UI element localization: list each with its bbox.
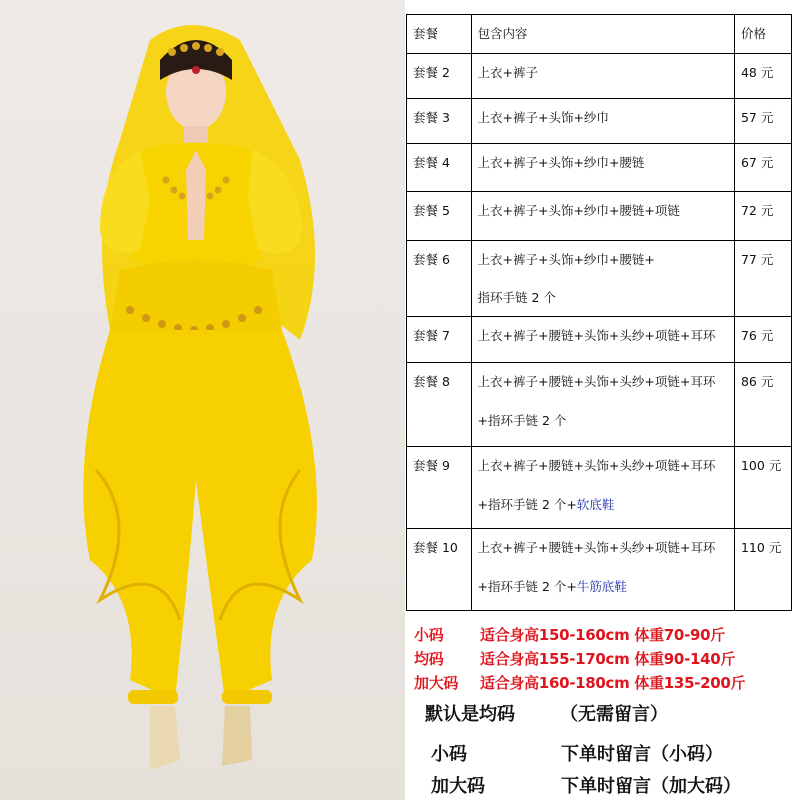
package-price: 100 元 — [734, 447, 791, 529]
package-name: 套餐 4 — [407, 144, 472, 192]
package-price: 86 元 — [734, 363, 791, 447]
package-price: 67 元 — [734, 144, 791, 192]
package-contents — [471, 241, 734, 317]
package-name: 套餐 8 — [407, 363, 472, 447]
package-price: 77 元 — [734, 241, 791, 317]
table-row — [407, 144, 792, 192]
contents-line: 上衣+裤子+头饰+纱巾+腰链+项链 — [477, 203, 680, 218]
package-contents — [471, 99, 734, 144]
header-package: 套餐 — [407, 15, 472, 54]
package-name: 套餐 9 — [407, 447, 472, 529]
table-row — [407, 99, 792, 144]
package-contents — [471, 54, 734, 99]
size-name: 加大码 — [414, 674, 459, 692]
package-price: 57 元 — [734, 99, 791, 144]
package-contents — [471, 192, 734, 241]
package-price: 76 元 — [734, 317, 791, 363]
package-price: 72 元 — [734, 192, 791, 241]
package-price: 110 元 — [734, 529, 791, 611]
contents-line: 上衣+裤子+腰链+头饰+头纱+项链+耳环 — [477, 374, 716, 389]
table-row — [407, 363, 792, 447]
package-name: 套餐 7 — [407, 317, 472, 363]
package-contents — [471, 144, 734, 192]
package-contents — [471, 317, 734, 363]
contents-line: 上衣+裤子+头饰+纱巾 — [477, 110, 609, 125]
contents-line — [478, 555, 734, 594]
package-name: 套餐 3 — [407, 99, 472, 144]
size-name: 均码 — [414, 650, 444, 668]
header-price: 价格 — [734, 15, 791, 54]
contents-line: 指环手链 2 个 — [477, 289, 556, 305]
contents-line: 上衣+裤子 — [477, 65, 538, 80]
contents-line: 上衣+裤子+头饰+纱巾+腰链+ — [477, 252, 655, 267]
size-name: 小码 — [414, 626, 444, 644]
shoe-option: 牛筋底鞋 — [576, 578, 627, 594]
small-size-note: 下单时留言（小码） — [561, 744, 723, 765]
table-row — [407, 192, 792, 241]
table-row — [407, 54, 792, 99]
package-table — [406, 14, 792, 611]
size-desc: 适合身高160-180cm 体重135-200斤 — [480, 674, 746, 692]
contents-line: 上衣+裤子+腰链+头饰+头纱+项链+耳环 — [477, 328, 716, 343]
contents-line: 上衣+裤子+头饰+纱巾+腰链 — [477, 155, 645, 170]
size-desc: 适合身高155-170cm 体重90-140斤 — [480, 650, 736, 668]
package-contents — [471, 529, 734, 611]
table-row — [407, 529, 792, 611]
package-name: 套餐 6 — [407, 241, 472, 317]
contents-line: 上衣+裤子+腰链+头饰+头纱+项链+耳环 — [477, 540, 716, 555]
table-row — [407, 447, 792, 529]
contents-text: +指环手链 2 个+ — [477, 578, 577, 594]
default-size-note: （无需留言） — [560, 704, 668, 725]
large-size-note: 下单时留言（加大码） — [561, 776, 741, 797]
table-row — [407, 241, 792, 317]
package-price: 48 元 — [734, 54, 791, 99]
contents-text: +指环手链 2 个+ — [477, 496, 577, 512]
large-size-label: 加大码 — [431, 776, 485, 797]
default-size-label: 默认是均码 — [425, 704, 515, 725]
package-name: 套餐 10 — [407, 529, 472, 611]
package-name: 套餐 2 — [407, 54, 472, 99]
package-name: 套餐 5 — [407, 192, 472, 241]
contents-line: 上衣+裤子+腰链+头饰+头纱+项链+耳环 — [477, 458, 716, 473]
small-size-label: 小码 — [431, 744, 467, 765]
contents-line — [478, 473, 734, 512]
size-desc: 适合身高150-160cm 体重70-90斤 — [480, 626, 725, 644]
package-contents — [471, 447, 734, 529]
contents-line: +指环手链 2 个 — [477, 412, 567, 428]
shoe-option: 软底鞋 — [576, 496, 615, 512]
table-row — [407, 317, 792, 363]
header-contents: 包含内容 — [471, 15, 734, 54]
table-header-row — [407, 15, 792, 54]
package-contents — [471, 363, 734, 447]
